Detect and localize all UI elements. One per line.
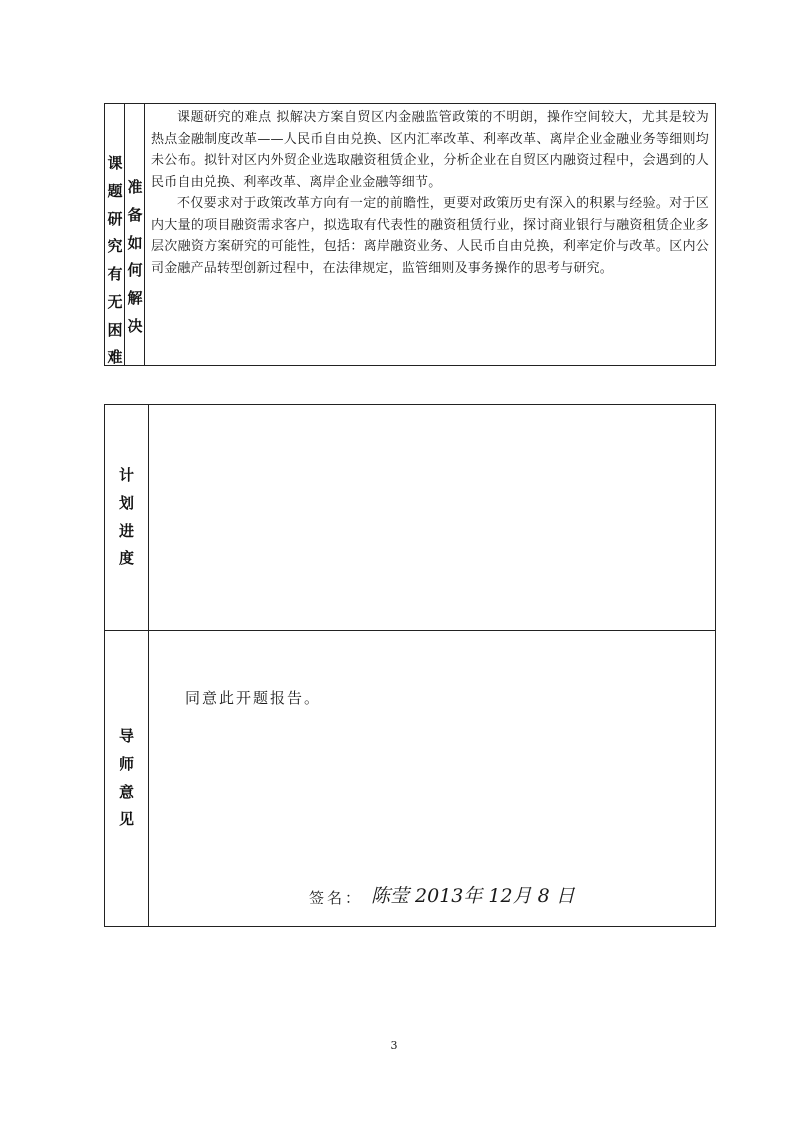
paragraph-1: 课题研究的难点 拟解决方案自贸区内金融监管政策的不明朗，操作空间较大，尤其是较为热点金融制度改革——人民币自由兑换、区内汇率改革、利率改革、离岸企业金融业务等细则均未公布。拟针对区内外贸企业选取融资租赁企业，分析企业在自贸区内融资过程中，会遇到的人民币自由兑换、利率改革、离岸企业金融等细节。 — [151, 110, 709, 190]
solution-label-char: 备 — [127, 205, 143, 224]
advisor-label-char: 师 — [118, 754, 134, 773]
difficulty-text — [145, 104, 715, 279]
solution-label-char: 如 — [127, 233, 143, 252]
difficulty-label-char: 课 — [107, 154, 123, 172]
difficulty-label-char: 困 — [107, 320, 123, 339]
plan-label-char: 进 — [118, 521, 134, 540]
handwritten-signature: 陈莹 — [371, 885, 410, 907]
paragraph-2: 不仅要求对于政策改革方向有一定的前瞻性，更要对政策历史有深入的积累与经验。对于区内大量的项目融资需求客户，拟选取有代表性的融资租赁行业，探讨商业银行与融资租赁企业多层次融资方案研究的可能性，包括：离岸融资业务、人民币自由兑换，利率定价与改革。区内公司金融产品转型创新过程中，在法律规定，监管细则及事务操作的思考与研究。 — [151, 196, 709, 276]
solution-label-char: 准 — [127, 178, 143, 196]
difficulty-label-cell — [105, 104, 125, 366]
advisor-label-char: 意 — [118, 782, 134, 801]
plan-label-char: 划 — [118, 493, 134, 512]
plan-label — [105, 405, 148, 630]
solution-label-char: 决 — [127, 316, 143, 335]
solution-label-char: 何 — [127, 261, 143, 280]
signature-line — [309, 881, 575, 908]
signature-label: 签名： — [309, 889, 364, 907]
difficulty-label — [105, 150, 125, 372]
plan-advisor-table — [104, 404, 716, 927]
advisor-label-cell — [105, 631, 149, 927]
difficulty-label-char: 究 — [107, 237, 123, 256]
advisor-label-char: 导 — [118, 727, 134, 745]
difficulty-label-char: 无 — [107, 292, 123, 311]
solution-label-char: 解 — [127, 289, 143, 307]
advisor-label — [105, 631, 148, 926]
research-difficulty-table — [104, 103, 716, 366]
plan-label-char: 计 — [118, 466, 134, 484]
difficulty-label-char: 难 — [107, 348, 123, 367]
difficulty-label-char: 题 — [107, 181, 123, 200]
difficulty-label-char: 有 — [107, 265, 123, 283]
advisor-opinion: 同意此开题报告。 — [185, 689, 322, 707]
plan-content-cell — [149, 405, 716, 631]
signature-date: 2013年 12月 8 日 — [415, 885, 575, 907]
plan-label-char: 度 — [118, 549, 134, 568]
solution-label — [125, 174, 145, 341]
advisor-label-char: 见 — [118, 810, 134, 829]
solution-label-cell — [125, 104, 145, 366]
difficulty-content-cell — [145, 104, 716, 366]
page-number: 3 — [390, 1039, 398, 1052]
advisor-opinion-cell — [149, 631, 716, 927]
difficulty-label-char: 研 — [107, 209, 123, 228]
plan-label-cell — [105, 405, 149, 631]
